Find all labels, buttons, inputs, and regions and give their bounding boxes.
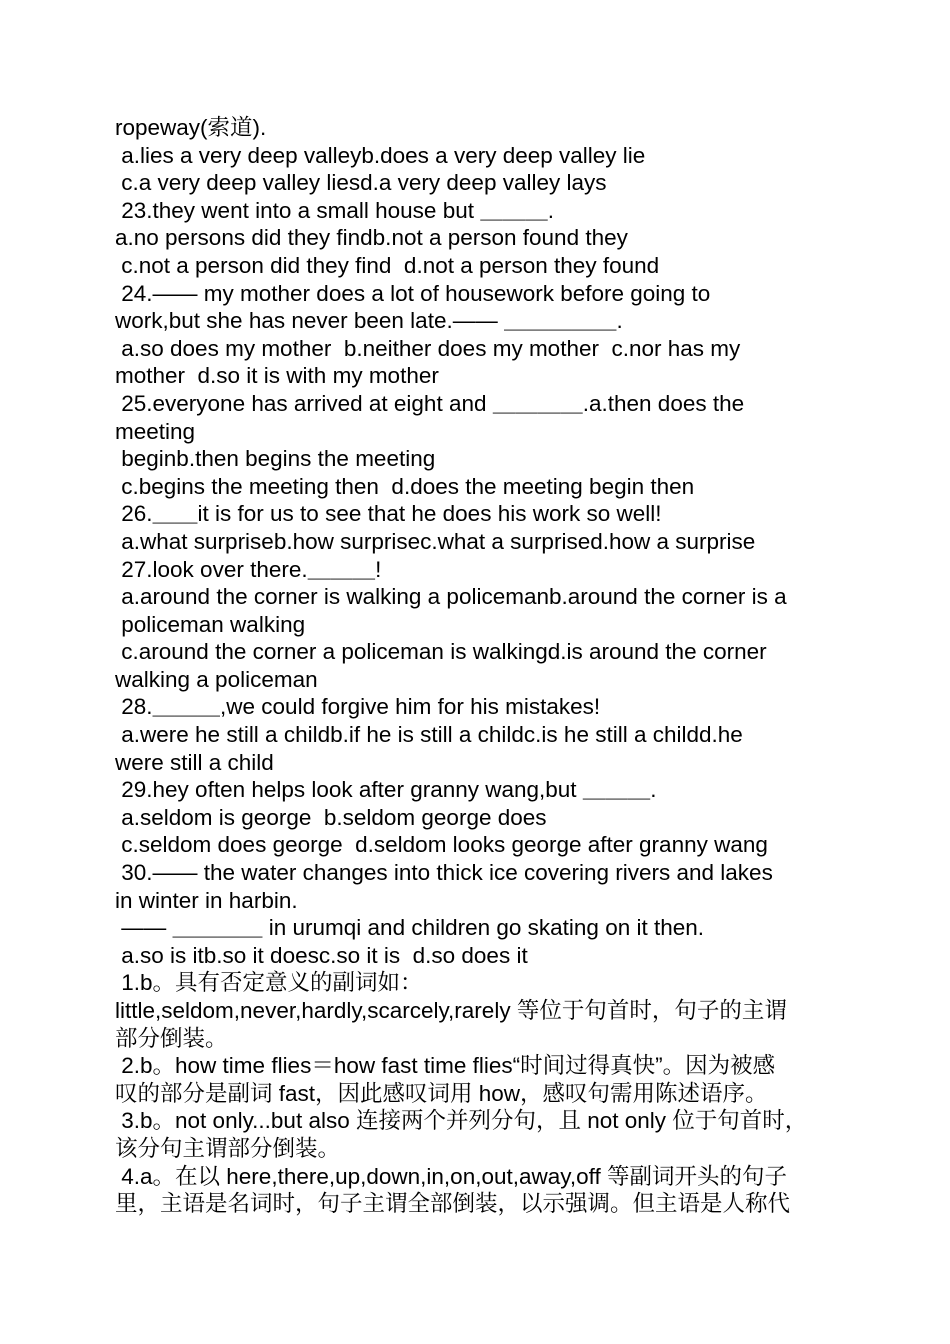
question-line: 26.＿＿it is for us to see that he does his work so well! xyxy=(115,501,662,527)
question-line: 28.＿＿＿,we could forgive him for his mistakes! xyxy=(115,694,601,720)
option-line: c.not a person did they find d.not a person they found xyxy=(115,252,660,278)
question-line: —— ＿＿＿＿ in urumqi and children go skating on it then. xyxy=(115,915,705,941)
question-line: 29.hey often helps look after granny wang,but ＿＿＿. xyxy=(115,777,657,803)
option-line: beginb.then begins the meeting xyxy=(115,446,436,472)
text-line: ropeway(索道). xyxy=(115,115,267,140)
answer-line: 1.b。具有否定意义的副词如： xyxy=(115,970,423,996)
option-line: a.what surpriseb.how surprisec.what a surprised.how a surprise xyxy=(115,528,756,554)
question-line: 23.they went into a small house but ＿＿＿. xyxy=(115,197,554,223)
option-line: mother d.so it is with my mother xyxy=(115,363,439,389)
question-line: 30.—— the water changes into thick ice covering rivers and lakes xyxy=(115,860,773,886)
option-line: c.seldom does george d.seldom looks george after granny wang xyxy=(115,832,768,858)
answer-line: 2.b。how time flies＝how fast time flies“时间过得真快”。因为被感 xyxy=(115,1053,776,1079)
option-line: a.so is itb.so it doesc.so it is d.so does it xyxy=(115,942,528,968)
option-line: a.no persons did they findb.not a person found they xyxy=(115,225,628,251)
question-line: work,but she has never been late.—— ＿＿＿＿＿. xyxy=(115,308,623,334)
answer-line: 部分倒装。 xyxy=(115,1025,228,1051)
question-line: in winter in harbin. xyxy=(115,887,298,913)
option-line: c.begins the meeting then d.does the meeting begin then xyxy=(115,473,695,499)
option-line: a.seldom is george b.seldom george does xyxy=(115,804,547,830)
option-line: walking a policeman xyxy=(115,666,318,692)
option-line: were still a child xyxy=(115,749,274,775)
option-line: c.around the corner a policeman is walkingd.is around the corner xyxy=(115,639,767,665)
option-line: c.a very deep valley liesd.a very deep valley lays xyxy=(115,170,607,196)
option-line: policeman walking xyxy=(115,611,306,637)
option-line: a.so does my mother b.neither does my mother c.nor has my xyxy=(115,335,741,361)
answer-line: 4.a。在以 here,there,up,down,in,on,out,away,off 等副词开头的句子 xyxy=(115,1163,787,1189)
option-line: a.around the corner is walking a policemanb.around the corner is a xyxy=(115,584,787,610)
option-line: a.were he still a childb.if he is still a childc.is he still a childd.he xyxy=(115,722,743,748)
answer-line: 叹的部分是副词 fast，因此感叹词用 how，感叹句需用陈述语序。 xyxy=(115,1080,768,1106)
question-line: 27.look over there.＿＿＿! xyxy=(115,556,382,582)
answer-line: 3.b。not only...but also 连接两个并列分句，且 not only 位于句首时， xyxy=(115,1108,808,1134)
question-line: 25.everyone has arrived at eight and ＿＿＿＿.a.then does the xyxy=(115,390,745,416)
question-line: 24.—— my mother does a lot of housework before going to xyxy=(115,280,711,306)
option-line: meeting xyxy=(115,418,196,444)
answer-line: 里，主语是名词时，句子主谓全部倒装，以示强调。但主语是人称代 xyxy=(115,1191,791,1217)
answer-line: little,seldom,never,hardly,scarcely,rarely 等位于句首时，句子的主谓 xyxy=(115,998,787,1023)
answer-line: 该分句主谓部分倒装。 xyxy=(115,1135,341,1161)
document-page xyxy=(115,114,835,1218)
option-line: a.lies a very deep valleyb.does a very deep valley lie xyxy=(115,142,646,168)
